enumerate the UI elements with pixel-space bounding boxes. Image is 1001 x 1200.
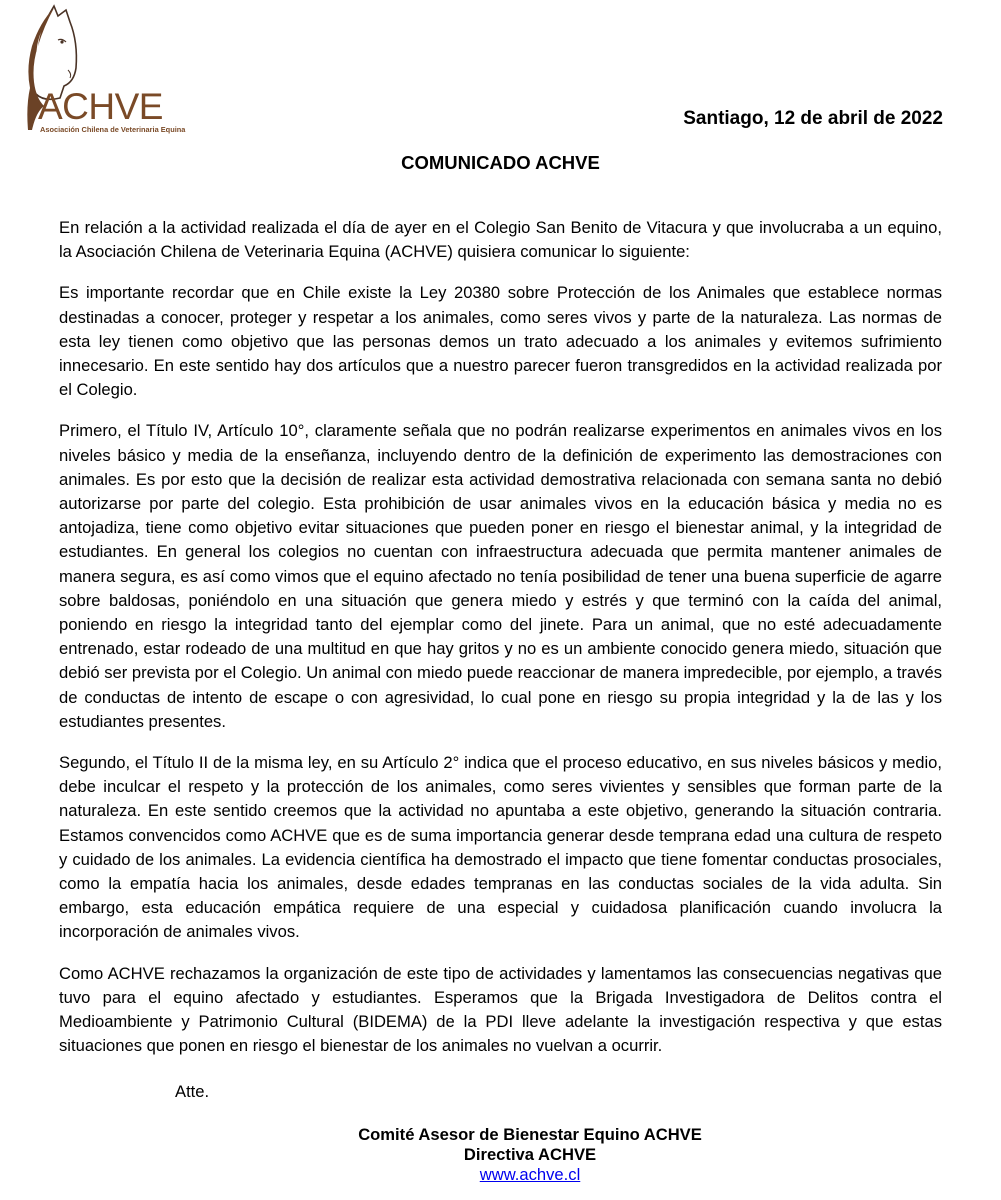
- achve-logo: [14, 2, 186, 138]
- logo-name: ACHVE: [38, 86, 163, 127]
- logo-subtitle: Asociación Chilena de Veterinaria Equina: [40, 125, 186, 134]
- signature-block: [0, 1125, 1001, 1185]
- website-link[interactable]: www.achve.cl: [479, 1165, 581, 1184]
- signature-directive: Directiva ACHVE: [463, 1145, 597, 1164]
- signature-committee: Comité Asesor de Bienestar Equino ACHVE: [358, 1125, 702, 1144]
- page-title: COMUNICADO ACHVE: [401, 152, 600, 173]
- paragraph-law: Es importante recordar que en Chile existe la Ley 20380 sobre Protección de los Animales que establece normas destinadas a conocer, proteger y respetar a los animales, como seres vivos y parte de la naturaleza. Las normas de esta ley tienen como objetivo que las personas demos un trato adecuado a los animales y evitemos sufrimiento innecesario. En este sentido hay dos artículos que a nuestro parecer fueron transgredidos en la actividad realizada por el Colegio.: [59, 283, 942, 400]
- letter-body: [59, 216, 942, 1076]
- paragraph-second-article: Segundo, el Título II de la misma ley, en su Artículo 2° indica que el proceso educativo, en sus niveles básicos y medio, debe inculcar el respeto y la protección de los animales, como seres vivientes y sensibles que forman parte de la naturaleza. En este sentido creemos que la actividad no apuntaba a este objetivo, generando la situación contraria. Estamos convencidos como ACHVE que es de suma importancia generar desde temprana edad una cultura de respeto y cuidado de los animales. La evidencia científica ha demostrado el impacto que tiene fomentar conductas prosociales, como la empatía hacia los animales, desde edades tempranas en las conductas sociales de la vida adulta. Sin embargo, esta educación empática requiere de una especial y cuidadosa planificación cuando involucra la incorporación de animales vivos.: [59, 753, 942, 942]
- paragraph-conclusion: Como ACHVE rechazamos la organización de este tipo de actividades y lamentamos las consecuencias negativas que tuvo para el equino afectado y estudiantes. Esperamos que la Brigada Investigadora de Delitos contra el Medioambiente y Patrimonio Cultural (BIDEMA) de la PDI lleve adelante la investigación respectiva y que estas situaciones que ponen en riesgo el bienestar de los animales no vuelvan a ocurrir.: [59, 963, 942, 1056]
- paragraph-intro: En relación a la actividad realizada el día de ayer en el Colegio San Benito de Vitacura y que involucraba a un equino, la Asociación Chilena de Veterinaria Equina (ACHVE) quisiera comunicar lo siguiente:: [59, 218, 942, 262]
- letter-date: Santiago, 12 de abril de 2022: [683, 108, 943, 129]
- closing: Atte.: [175, 1082, 210, 1101]
- paragraph-first-article: Primero, el Título IV, Artículo 10°, claramente señala que no podrán realizarse experimentos en animales vivos en los niveles básico y media de la enseñanza, incluyendo dentro de la definición de experimento las demostraciones con animales. Es por esto que la decisión de realizar esta actividad demostrativa relacionada con semana santa no debió autorizarse por parte del colegio. Esta prohibición de usar animales vivos en la educación básica y media no es antojadiza, tiene como objetivo evitar situaciones que pueden poner en riesgo el bienestar animal, y la integridad de estudiantes. En general los colegios no cuentan con infraestructura adecuada que permita mantener animales de manera segura, es así como vimos que el equino afectado no tenía posibilidad de tener una buena superficie de agarre sobre baldosas, poniéndolo en una situación que genera miedo y estrés y que terminó con la caída del animal, poniendo en riesgo la integridad tanto del ejemplar como del jinete. Para un animal, que no esté adecuadamente entrenado, estar rodeado de una multitud en que hay gritos y no es un ambiente conocido genera miedo, situación que debió ser prevista por el Colegio. Un animal con miedo puede reaccionar de manera impredecible, por ejemplo, a través de conductas de intento de escape o con agresividad, lo cual pone en riesgo su propia integridad y la de las y los estudiantes presentes.: [59, 421, 942, 731]
